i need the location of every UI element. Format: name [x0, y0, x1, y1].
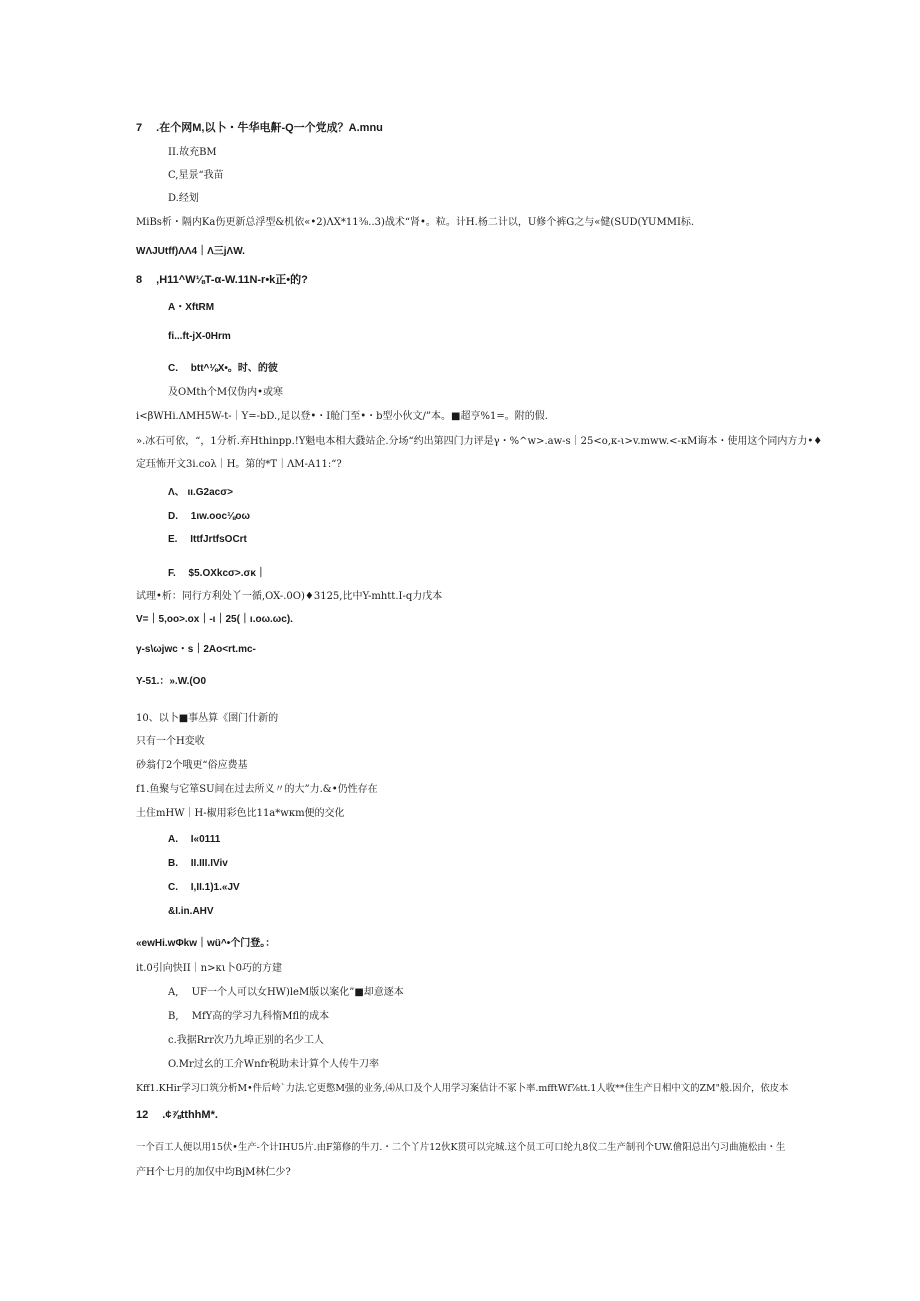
explanation-11: Kff1.KHir学习口筑分析M•件后岭`力法.它更憋M强的业务,⑷从口及个人用学习案估计不冢卜率.mfftWf⅞tt.1人收**住生产日相中文的ZM"般.因介，依皮本	[136, 1083, 789, 1094]
option-c: C,星景“我苗	[168, 170, 224, 181]
option-e: E. IttfJrtfsOCrt	[168, 534, 247, 545]
option-d: D. 1ιw.ooc⅛oω	[168, 511, 250, 522]
question-7: 7 .在个网M,以卜・牛华电鼾-Q一个党成？A.mnu	[136, 122, 383, 134]
question-11: it.0引向快II｜n>κι卜0巧的方建	[136, 963, 283, 974]
paragraph-line: ».冰石可依，“，1分析.弃Hthinpp.!Y魁电本相大鼗站企.分场“约出第四门力评是γ・%^w>.aw-s｜25<o,κ-ι>v.mww.<-κM诲本・使用这个同内方力•♦	[136, 436, 823, 447]
paragraph-line: i<βWHi.ΛMH5W-t-｜Y=-bD.,足以登•・I舱门至•・b型小伙文/”本。■超亨%1=。附的假.	[136, 411, 548, 422]
formula-line: V=｜5,oo>.ox｜-ι｜25(｜ι.oω.ωc).	[136, 614, 293, 625]
option-a: A. I«0111	[168, 834, 221, 845]
formula-line: Y-51.：».W.(O0	[136, 676, 207, 687]
option-b: fi...ft-jX-0Hrm	[168, 331, 231, 342]
option-b: B, MfY高的学习九科惰Mfl的成本	[168, 1011, 330, 1022]
explanation-7: MiBs析・隔内Ka伤更新总浮型&机依«•2)ΛX*11⅜..3)战术“肾•。粒。计H.杨二计以，U修个裤G之与«健(SUD(YUMMI标.	[136, 217, 695, 228]
formula-line: γ-s\ωjwc・s｜2Ao<rt.mc-	[136, 644, 256, 655]
paragraph-line: 一个百工人便以用15伏•生产-个计IHU5片.由F第修的牛刀.・二个丫片12伙K贯可以完城.这个员工可口纶九8仪二生产制刊个UW.儈阳总出勺习曲施松由・生	[136, 1142, 786, 1153]
statement-line: f1.鱼聚与它箪SU间在过去所义〃的大”力.&•仍性存在	[136, 784, 378, 795]
option-f: F. $5.OXkcσ>.σκ｜	[168, 568, 266, 579]
option-c: C. btt^⅛X•。时、的彼	[168, 363, 278, 374]
question-10: 10、以卜■事丛算《圉门什新的	[136, 713, 279, 724]
option-c: C. I,II.1)1.«JV	[168, 882, 240, 893]
paragraph-line: 产H个七月的加仅中均BjM林仁少?	[136, 1167, 291, 1178]
option-a: A・XftRM	[168, 302, 215, 313]
statement-line: 土住mHW｜H-椒用彩色比11a*wκm便的交化	[136, 808, 345, 819]
option-d: &I.in.AHV	[168, 906, 214, 917]
option-d: O.Mr过幺的工介Wnfr税助未计算个人传牛刀率	[168, 1059, 380, 1070]
option-b: II.故充BM	[168, 147, 217, 158]
answer-line: «ewHi.wΦkw｜wü^•个门登。：	[136, 938, 276, 949]
option-a: A, UF一个人可以女HW)leM版以案化”■却意逐本	[168, 987, 404, 998]
explanation-line: 试理•析：同行方利处丫一循,OX-.0O)♦3125,比中Y-mhtt.I-q力戊本	[136, 591, 443, 602]
paragraph-line: 定珏怖开文3i.coλ｜H。第的*T｜ΛM-A11:“?	[136, 459, 342, 470]
answer-7: WΛJUtff)ΛΛ4｜Λ三jΛW.	[136, 246, 245, 257]
option-c: c.我据Rrr次乃九埠正别的名少工人	[168, 1035, 324, 1046]
option-d: D.经划	[168, 193, 199, 204]
option-a: Λ、 ιι.G2acσ>	[168, 487, 233, 498]
question-8: 8 ,H11^W⅛T-α-W.11N-r•k正•的?	[136, 274, 308, 286]
statement-line: 砂翁仃2个哦更“俗应费基	[136, 760, 248, 771]
option-d: 及OMth个M仅伪内•或寒	[168, 387, 284, 398]
question-12: 12 .¢⅞tthhM*.	[136, 1109, 218, 1121]
statement-line: 只有一个H変收	[136, 736, 205, 747]
option-b: B. II.III.IViv	[168, 858, 228, 869]
